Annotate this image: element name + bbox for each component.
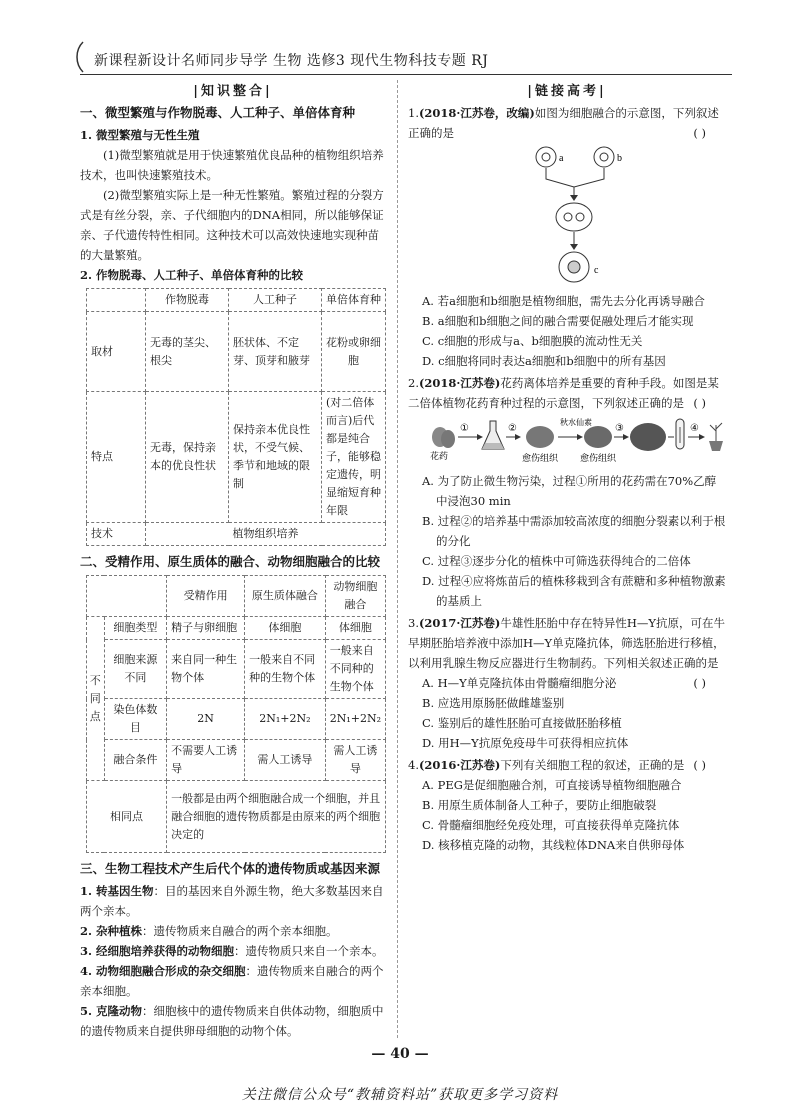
table-row-label: 取材 [87,312,146,392]
table-cell: 2N [167,699,245,740]
list-item: 4. 动物细胞融合形成的杂交细胞：遗传物质来自融合的两个亲本细胞。 [80,964,384,998]
table-cell: 体细胞 [325,617,385,640]
table-cell: 无毒，保持亲本的优良性状 [146,392,229,523]
option-d: D. 过程④应将炼苗后的植株移栽到含有蔗糖和多种植物激素的基质上 [422,574,726,608]
question-1: 1.(2018·江苏卷，改编)如图为细胞融合的示意图，下列叙述正确的是 ( ) a b c A. 若a细胞和b细胞是植物细胞，需先去分化再诱导融合 B. a细胞和b细胞之间的融合需要促融处理后才能实现 C. c细胞的形成与a、b细胞膜的流动性无关 D. c细胞将同时表达a细胞和b细胞中的所有基因 [408,103,726,371]
table-row-label: 特点 [87,392,146,523]
fusing-cell [556,203,592,231]
option-d: D. 用H—Y抗原免疫母牛可获得相应抗体 [422,736,629,750]
arrow-head-icon [477,434,483,440]
table-cell: 无毒的茎尖、根尖 [146,312,229,392]
table-cell: 精子与卵细胞 [167,617,245,640]
cell-b [594,147,622,167]
table-cell: 体细胞 [245,617,326,640]
table-cell: 需人工诱导 [245,740,326,781]
table-row-label: 细胞类型 [104,617,167,640]
svg-text:a: a [559,153,564,164]
svg-text:b: b [617,153,622,164]
option-b: B. 应选用原肠胚做雌雄鉴别 [422,696,565,710]
table-header: 作物脱毒 [146,289,229,312]
footer-note: 关注微信公众号“教辅资料站”获取更多学习资料 [241,1087,559,1103]
svg-text:愈伤组织: 愈伤组织 [580,453,617,463]
table-cell: 一般都是由两个细胞融合成一个细胞，并且融合细胞的遗传物质都是由原来的两个细胞决定的 [167,781,386,853]
potted-plant [709,423,723,451]
table-cell: 保持亲本优良性状，不受气候、季节和地域的限制 [229,392,322,523]
table-row [87,640,386,699]
column-divider [397,80,398,1038]
option-a: A. 为了防止微生物污染，过程①所用的花药需在70%乙醇中浸泡30 min [422,474,717,508]
option-a: A. PEG是促细胞融合剂，可直接诱导植物细胞融合 [422,778,682,792]
comparison-table-1 [86,288,386,546]
svg-text:①: ① [460,423,469,434]
table-row-label: 相同点 [87,781,167,853]
group-label: 不同点 [87,617,105,781]
table-cell: 2N₁+2N₂ [325,699,385,740]
question-2: 2.(2018·江苏卷)花药离体培养是重要的育种手段。如图是某二倍体植物花药育种过程的示意图，下列叙述正确的是 ( ) 花药 ① ② 愈伤组织 秋水仙素 愈伤组织 ③ ④ A. 为了防止微生物污染，过程①所用的花药需在70%乙醇中浸泡30 min B. 过程②的培养基中需添加较高浓度的细胞分裂素以利于根的分化 C. 过程③逐步分化的植株中可筛选获得纯合的二倍体 D. 过程④应将炼苗后的植株移栽到含有蔗糖和多种植物激素的基质上 [408,373,726,611]
cell-c [559,252,599,282]
list-item: 5. 克隆动物：细胞核中的遗传物质来自供体动物，细胞质中的遗传物质来自提供卵母细胞的动物个体。 [80,1004,384,1038]
table-cell: 需人工诱导 [325,740,385,781]
question-4: 4.(2016·江苏卷)下列有关细胞工程的叙述，正确的是 ( ) A. PEG是促细胞融合剂，可直接诱导植物细胞融合 B. 用原生质体制备人工种子，要防止细胞破裂 C. 骨髓瘤细胞经免疫处理，可直接获得单克隆抗体 D. 核移植克隆的动物，其线粒体DNA来自供卵母体 [408,755,726,855]
part1-sub1-title: 1. 微型繁殖与无性生殖 [80,128,200,142]
comparison-table-2 [86,575,386,853]
svg-text:②: ② [508,423,517,434]
anther-culture-figure [408,415,726,469]
answer-paren: ( ) [693,126,706,140]
option-a: A. 若a细胞和b细胞是植物细胞，需先去分化再诱导融合 [422,294,705,308]
table-cell: 来自同一种生物个体 [167,640,245,699]
callus-2 [580,426,617,463]
arrow-merge [546,168,604,197]
table-row [87,312,386,392]
table-cell: 植物组织培养 [146,523,386,546]
cell-a [536,147,564,167]
question-3: 3.(2017·江苏卷)牛雄性胚胎中存在特异性H—Y抗原，可在牛早期胚胎培养液中添加H—Y单克隆抗体，筛选胚胎进行移植，以利用乳腺生物反应器进行生物制药。下列相关叙述正确的是 ( ) A. H—Y单克隆抗体由骨髓瘤细胞分泌 B. 应选用原肠胚做雌雄鉴别 C. 鉴别后的雄性胚胎可直接做胚胎移植 D. 用H—Y抗原免疫母牛可获得相应抗体 [408,613,726,753]
table-row [87,392,386,523]
arrow-head-icon [570,195,578,201]
list-item: 2. 杂种植株：遗传物质来自融合的两个亲本细胞。 [80,924,338,938]
list-item: 1. 转基因生物：目的基因来自外源生物，绝大多数基因来自两个亲本。 [80,884,384,918]
arrow-head-icon [515,434,521,440]
arrow-head-icon [699,434,705,440]
table-row [87,617,386,640]
answer-paren: ( ) [693,676,706,690]
section-title-exam: |链接高考| [527,84,607,99]
running-header: 新课程新设计名师同步导学 生物 选修3 现代生物科技专题 RJ [94,53,489,69]
option-c: C. 过程③逐步分化的植株中可筛选获得纯合的二倍体 [422,554,691,568]
table-cell: 不需要人工诱导 [167,740,245,781]
table-header: 原生质体融合 [245,576,326,617]
option-a: A. H—Y单克隆抗体由骨髓瘤细胞分泌 [422,676,617,690]
page-number: — 40 — [371,1046,429,1062]
arrow-head-icon [570,244,578,250]
table-row [87,289,386,312]
option-b: B. a细胞和b细胞之间的融合需要促融处理后才能实现 [422,314,694,328]
part1-sub1-para1: (1)微型繁殖就是用于快速繁殖优良品种的植物组织培养技术，也叫快速繁殖技术。 [80,148,384,182]
part1-sub2-title: 2. 作物脱毒、人工种子、单倍体育种的比较 [80,268,304,282]
table-cell: 胚状体、不定芽、顶芽和腋芽 [229,312,322,392]
svg-text:愈伤组织: 愈伤组织 [522,453,559,463]
answer-paren: ( ) [693,758,706,772]
table-row [87,781,386,853]
table-row-label: 技术 [87,523,146,546]
table-header: 人工种子 [229,289,322,312]
arrow-head-icon [577,434,583,440]
option-d: D. c细胞将同时表达a细胞和b细胞中的所有基因 [422,354,666,368]
table-row-label: 细胞来源不同 [104,640,167,699]
option-c: C. c细胞的形成与a、b细胞膜的流动性无关 [422,334,643,348]
list-item: 3. 经细胞培养获得的动物细胞：遗传物质只来自一个亲本。 [80,944,384,958]
table-header: 单倍体育种 [322,289,386,312]
header-bracket-icon [74,40,88,74]
cell-fusion-figure [408,145,726,287]
answer-paren: ( ) [693,396,706,410]
header-rule [80,74,732,75]
table-cell: 一般来自不同种的生物个体 [325,640,385,699]
svg-text:c: c [594,265,599,276]
part3-list [80,881,386,1041]
table-cell: 一般来自不同种的生物个体 [245,640,326,699]
table-header: 动物细胞融合 [325,576,385,617]
part1-title: 一、微型繁殖与作物脱毒、人工种子、单倍体育种 [80,105,356,120]
arrow-head-icon [623,434,629,440]
table-cell: 花粉或卵细胞 [322,312,386,392]
option-b: B. 用原生质体制备人工种子，要防止细胞破裂 [422,798,657,812]
option-d: D. 核移植克隆的动物，其线粒体DNA来自供卵母体 [422,838,685,852]
table-row [87,740,386,781]
flask [482,421,504,449]
part1-sub1-para2: (2)微型繁殖实际上是一种无性繁殖。繁殖过程的分裂方式是有丝分裂，亲、子代细胞内的DNA相同，所以能够保证亲、子代遗传特性相同。这种技术可以高效快速地实现种苗的大量繁殖。 [80,188,384,262]
section-title-knowledge: |知识整合| [193,84,273,99]
svg-text:秋水仙素: 秋水仙素 [560,418,592,427]
callus-1 [522,426,559,463]
table-row-label: 融合条件 [104,740,167,781]
table-row [87,576,386,617]
table-cell: 2N₁+2N₂ [245,699,326,740]
table-row-label: 染色体数目 [104,699,167,740]
shoot-mass [630,423,666,451]
svg-text:花药: 花药 [430,451,449,461]
option-c: C. 骨髓瘤细胞经免疫处理，可直接获得单克隆抗体 [422,818,680,832]
svg-text:③: ③ [615,423,624,434]
table-row [87,699,386,740]
table-cell: (对二倍体而言)后代都是纯合子，能够稳定遗传，明显缩短育种年限 [322,392,386,523]
anther [430,427,455,461]
option-b: B. 过程②的培养基中需添加较高浓度的细胞分裂素以利于根的分化 [422,514,726,548]
test-tube [676,419,684,449]
part3-title: 三、生物工程技术产生后代个体的遗传物质或基因来源 [80,861,381,876]
part2-title: 二、受精作用、原生质体的融合、动物细胞融合的比较 [80,554,381,569]
table-header: 受精作用 [167,576,245,617]
option-c: C. 鉴别后的雄性胚胎可直接做胚胎移植 [422,716,622,730]
left-column [80,78,386,1041]
table-row [87,523,386,546]
svg-text:④: ④ [690,423,699,434]
right-column [408,78,726,855]
